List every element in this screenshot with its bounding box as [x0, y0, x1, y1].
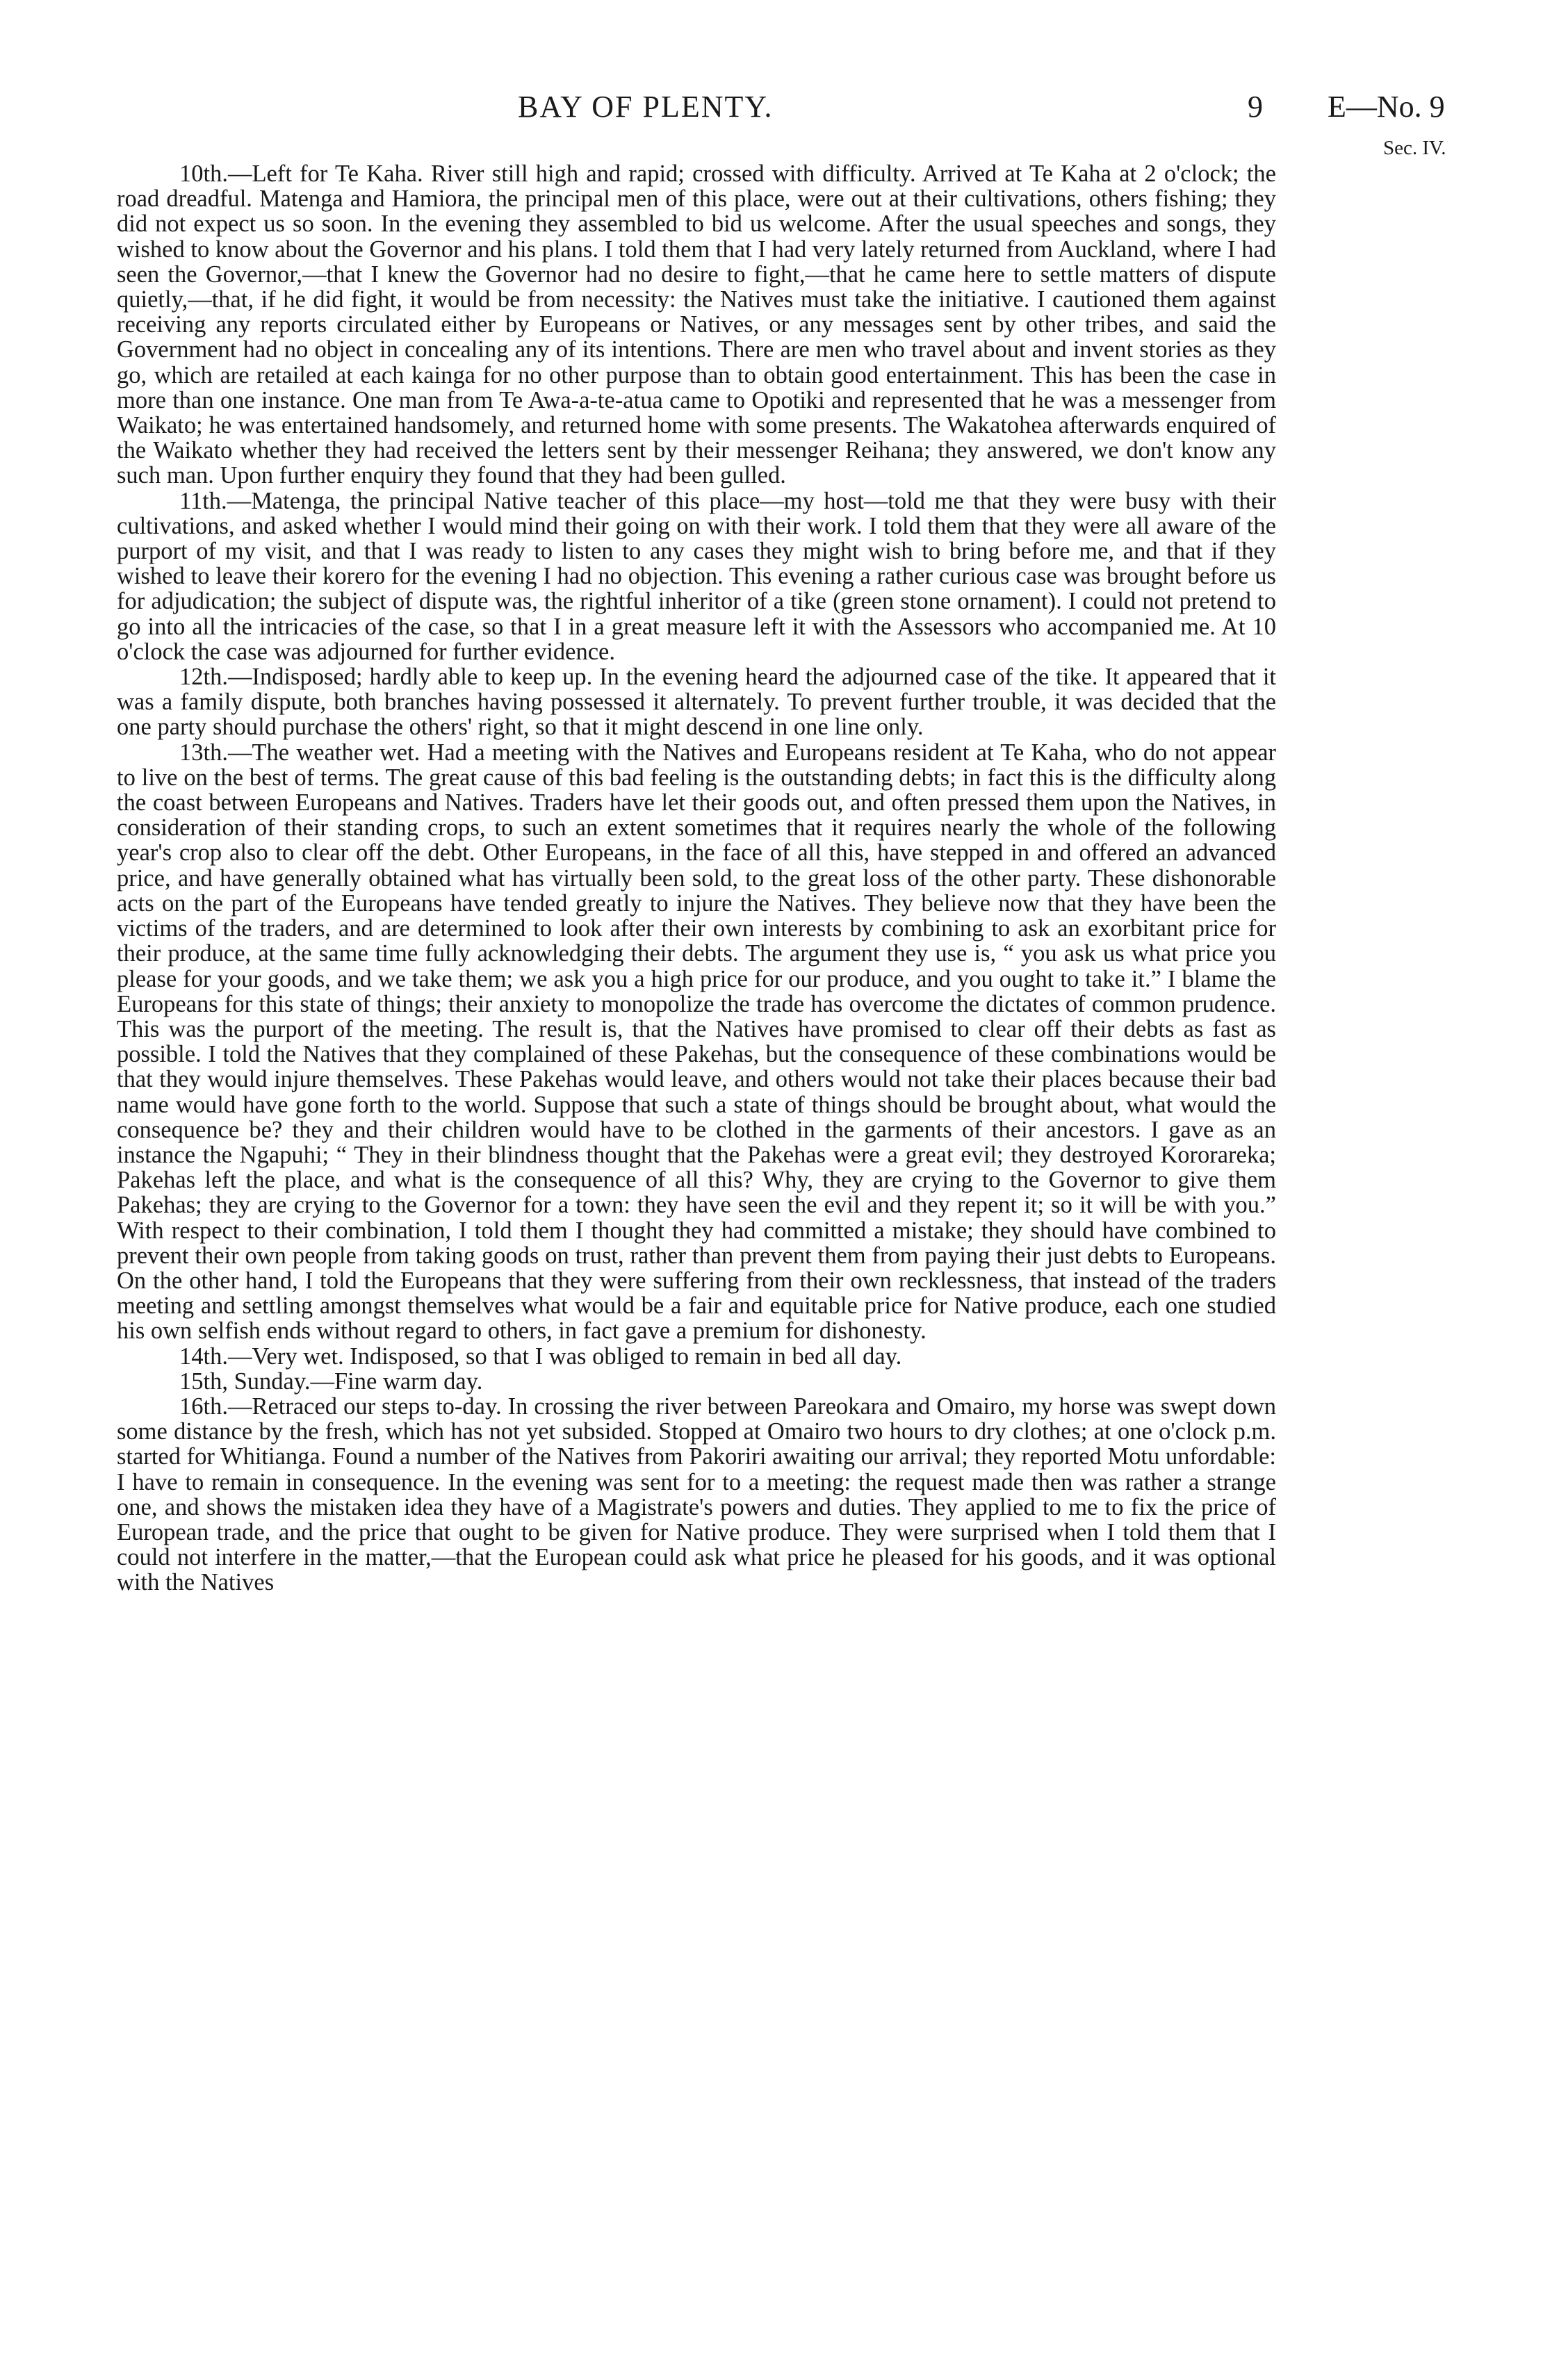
journal-entry — [117, 1394, 1276, 1595]
entry-date: 13th. — [179, 739, 228, 766]
entry-date: 15th, Sunday. — [179, 1368, 311, 1395]
entry-text: —Indisposed; hardly able to keep up. In the evening heard the adjourned case of the tike. It appeared that it was a family dispute, both branches having possessed it alternately. To prevent further trouble, it was decided that the one party should purchase the others' right, so that it might descend in one line only. — [117, 664, 1276, 741]
entry-text: —The weather wet. Had a meeting with the Natives and Europeans resident at Te Kaha, who do not appear to live on the best of terms. The great cause of this bad feeling is the outstanding debts; in fact this is the difficulty along the coast between Europeans and Natives. Traders have let their goods out, and often pressed them upon the Natives, in consideration of their standing crops, to such an extent sometimes that it requires nearly the whole of the following year's crop also to clear off the debt. Other Europeans, in the face of all this, have stepped in and offered an advanced price, and have generally obtained what has virtually been sold, to the great loss of the other party. These dishonorable acts on the part of the Europeans have tended greatly to injure the Natives. They believe now that they have been the victims of the traders, and are determined to look after their own interests by combining to ask an exorbitant price for their produce, at the same time fully acknowledging their debts. The argument they use is, “ you ask us what price you please for your goods, and we take them; we ask you a high price for our produce, and you ought to take it.” I blame the Europeans for this state of things; their anxiety to monopolize the trade has overcome the dictates of common prudence. This was the purport of the meeting. The result is, that the Natives have promised to clear off their debts as fast as possible. I told the Natives that they complained of these Pakehas, but the consequence of these combinations would be that they would injure themselves. These Pakehas would leave, and others would not take their places because their bad name would have gone forth to the world. Suppose that such a state of things should be brought about, what would the consequence be? they and their children would have to be clothed in the garments of their ancestors. I gave as an instance the Ngapuhi; “ They in their blindness thought that the Pakehas were a great evil; they destroyed Kororareka; Pakehas left the place, and what is the consequence of all this? Why, they are crying to the Governor to give them Pakehas; they are crying to the Governor for a town: they have seen the evil and they repent it; so it will be with you.” With respect to their combination, I told them I thought they had committed a mistake; they should have combined to prevent their own people from taking goods on trust, rather than prevent them from paying their just debts to Europeans. On the other hand, I told the Europeans that they were suffering from their own recklessness, that instead of the traders meeting and settling amongst themselves what would be a fair and equitable price for Native produce, each one studied his own selfish ends without regard to others, in fact gave a premium for dishonesty. — [117, 739, 1276, 1345]
entry-date: 10th. — [179, 161, 228, 187]
entry-text: —Retraced our steps to-day. In crossing the river between Pareokara and Omairo, my horse was swept down some distance by the fresh, which has not yet subsided. Stopped at Omairo two hours to dry clothes; at one o'clock p.m. started for Whitianga. Found a number of the Natives from Pakoriri awaiting our arrival; they reported Motu unfordable: I have to remain in consequence. In the evening was sent for to a meeting: the request made then was rather a strange one, and shows the mistaken idea they have of a Magistrate's powers and duties. They applied to me to fix the price of European trade, and the price that ought to be given for Native produce. They were surprised when I told them that I could not interfere in the matter,—that the European could ask what price he pleased for his goods, and it was optional with the Natives — [117, 1393, 1276, 1596]
journal-entry — [117, 740, 1276, 1344]
page-number: 9 — [1248, 90, 1263, 124]
entry-text: —Left for Te Kaha. River still high and rapid; crossed with difficulty. Arrived at Te Kaha at 2 o'clock; the road dreadful. Matenga and Hamiora, the principal men of this place, were out at their cultivations, others fishing; they did not expect us so soon. In the evening they assembled to bid us welcome. After the usual speeches and songs, they wished to know about the Governor and his plans. I told them that I had very lately returned from Auckland, where I had seen the Governor,—that I knew the Governor had no desire to fight,—that he came here to settle matters of dispute quietly,—that, if he did fight, it would be from necessity: the Natives must take the initiative. I cautioned them against receiving any reports circulated either by Europeans or Natives, or any messages sent by other tribes, and said the Government had no object in concealing any of its intentions. There are men who travel about and invent stories as they go, which are retailed at each kainga for no other purpose than to obtain good entertainment. This has been the case in more than one instance. One man from Te Awa-a-te-atua came to Opotiki and represented that he was a messenger from Waikato; he was entertained handsomely, and returned home with some presents. The Wakatohea afterwards enquired of the Waikato whether they had received the letters sent by their messenger Reihana; they answered, we don't know any such man. Upon further enquiry they found that they had been gulled. — [117, 161, 1276, 489]
journal-entry — [117, 664, 1276, 740]
entry-text: —Matenga, the principal Native teacher of this place—my host—told me that they were busy with their cultivations, and asked whether I would mind their going on with their work. I told them that they were all aware of the purport of my visit, and that I was ready to listen to any cases they might wish to bring before me, and that if they wished to leave their korero for the evening I had no objection. This evening a rather curious case was brought before us for adjudication; the subject of dispute was, the rightful inheritor of a tike (green stone ornament). I could not pretend to go into all the intricacies of the case, so that I in a great measure left it with the Assessors who accompanied me. At 10 o'clock the case was adjourned for further evidence. — [117, 487, 1276, 665]
document-reference: E—No. 9 — [1328, 90, 1445, 124]
journal-entry — [117, 161, 1276, 489]
running-title: BAY OF PLENTY. — [518, 90, 774, 124]
entry-date: 16th. — [179, 1393, 228, 1420]
journal-entry — [117, 489, 1276, 664]
entry-text: —Very wet. Indisposed, so that I was obliged to remain in bed all day. — [227, 1343, 902, 1370]
entry-text: —Fine warm day. — [310, 1368, 483, 1395]
section-reference: Sec. IV. — [1383, 137, 1446, 159]
journal-entry — [117, 1344, 1276, 1369]
entry-date: 11th. — [179, 487, 227, 514]
entry-date: 12th. — [179, 664, 228, 691]
page-header — [0, 0, 1559, 167]
journal-body — [117, 161, 1276, 1595]
entry-date: 14th. — [179, 1343, 228, 1370]
journal-entry — [117, 1369, 1276, 1394]
